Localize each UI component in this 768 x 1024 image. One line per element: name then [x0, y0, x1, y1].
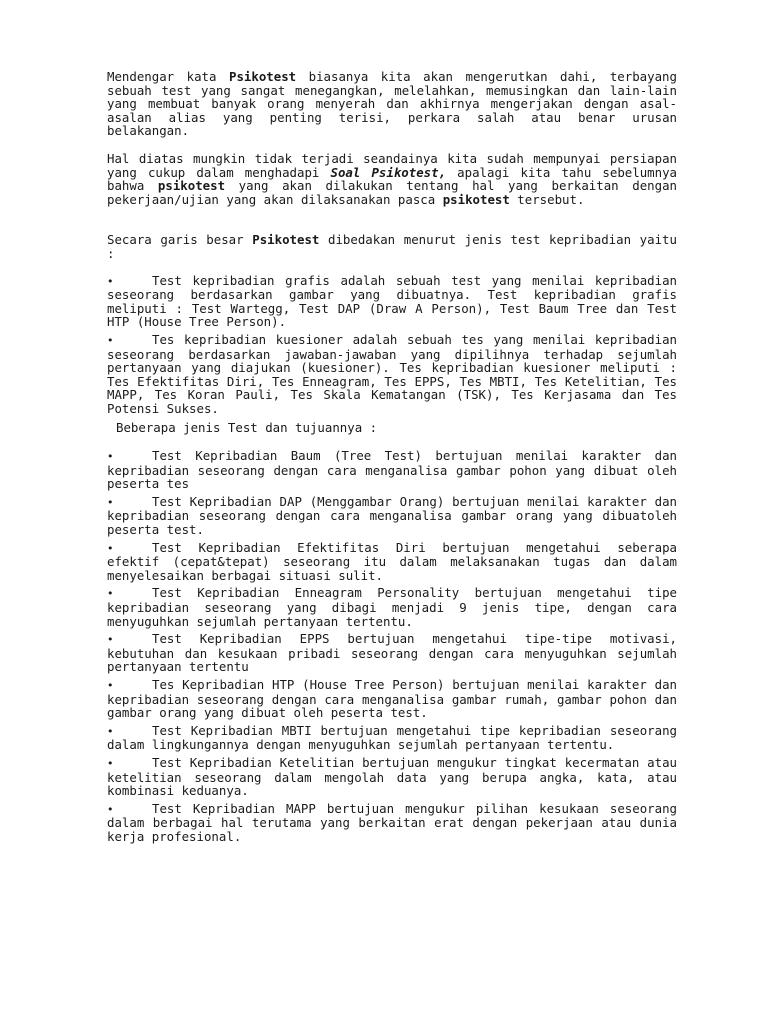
- bullet-icon: •: [107, 495, 114, 509]
- list-item: [107, 449, 677, 491]
- bullet-icon: •: [107, 541, 114, 555]
- bullet-icon: •: [107, 274, 114, 288]
- prep-bold-psikotest-1: psikotest: [157, 178, 226, 194]
- list-item-text: Test Kepribadian Ketelitian bertujuan mengukur tingkat kecermatan atau ketelitian seseorang dalam mengolah data yang berupa angka, kata, atau kombinasi keduanya.: [107, 754, 677, 799]
- types-intro-text-2: dibedakan menurut jenis test kepribadian yaitu :: [107, 232, 677, 261]
- list-item-text: Tes Kepribadian HTP (House Tree Person) bertujuan menilai karakter dan kepribadian seseorang dengan cara menganalisa gambar rumah, gambar pohon dan gambar orang yang dibuat oleh peserta test.: [107, 676, 677, 721]
- list-item-text: Test Kepribadian EPPS bertujuan mengetahui tipe-tipe motivasi, kebutuhan dan kesukaan pribadi seseorang dengan cara menyuguhkan sejumlah pertanyaan tertentu: [107, 631, 677, 675]
- list-item: [107, 274, 677, 329]
- test-types-list: [107, 274, 677, 416]
- types-intro-text-1: Secara garis besar: [107, 232, 253, 248]
- list-item-text: Test Kepribadian DAP (Menggambar Orang) bertujuan menilai karakter dan kepribadian seseorang dengan cara menganalisa gambar orang yang dibuatoleh peserta test.: [107, 493, 677, 538]
- list-item: [107, 541, 677, 583]
- intro-text-1: Mendengar kata: [107, 69, 229, 84]
- bullet-icon: •: [107, 678, 114, 692]
- bullet-icon: •: [107, 450, 114, 464]
- list-item-text: Test kepribadian grafis adalah sebuah test yang menilai kepribadian seseorang berdasarkan gambar yang dibuatnya. Test kepribadian grafis meliputi : Test Wartegg, Test DAP (Draw A Person), Test Baum Tree dan Test HTP (House Tree Person).: [107, 272, 677, 330]
- intro-bold-psikotest: Psikotest: [228, 69, 297, 84]
- bullet-icon: •: [107, 724, 114, 738]
- list-item-text: Test Kepribadian Efektifitas Diri bertujuan mengetahui seberapa efektif (cepat&tepat) seseorang itu dalam melaksanakan tugas dan dalam menyelesaikan berbagai situasi sulit.: [107, 539, 677, 583]
- list-item: [107, 678, 677, 720]
- list-item-text: Test Kepribadian Baum (Tree Test) bertujuan menilai karakter dan kepribadian seseorang dengan cara menganalisa gambar pohon yang dibuat oleh peserta tes: [107, 448, 677, 492]
- prep-text-2: apalagi kita tahu sebelumnya bahwa: [107, 164, 678, 194]
- preparation-paragraph: [107, 152, 677, 206]
- bullet-icon: •: [107, 633, 114, 647]
- intro-text-2: biasanya kita akan mengerutkan dahi, terbayang sebuah test yang sangat menegangkan, melelahkan, memusingkan dan lain-lain yang membuat banyak orang menyerah dan akhirnya mengerjakan dengan asal-asalan alias yang penting terisi, perkara salah atau benar urusan belakangan.: [107, 69, 677, 139]
- list-item: [107, 756, 677, 798]
- prep-text-1: Hal diatas mungkin tidak terjadi seandainya kita sudah mempunyai persiapan yang cukup dalam menghadapi: [107, 150, 677, 180]
- prep-bold-psikotest-2: psikotest: [442, 191, 510, 207]
- list-item: [107, 632, 677, 674]
- list-item: [107, 724, 677, 752]
- list-item-text: Test Kepribadian Enneagram Personality bertujuan mengetahui tipe kepribadian seseorang yang dibagi menjadi 9 jenis tipe, dengan cara menyuguhkan sejumlah pertanyaan tertentu.: [107, 585, 677, 629]
- bullet-icon: •: [107, 756, 114, 770]
- document-page: [107, 70, 677, 848]
- types-intro-paragraph: [107, 233, 677, 260]
- test-purposes-list: [107, 449, 677, 843]
- list-item: [107, 586, 677, 628]
- subheading: Beberapa jenis Test dan tujuannya :: [116, 420, 378, 436]
- list-item: [107, 802, 677, 844]
- list-item: [107, 495, 677, 537]
- prep-bold-soal-psikotest: Soal Psikotest,: [330, 164, 447, 180]
- list-item: [107, 333, 677, 416]
- bullet-icon: •: [107, 587, 114, 601]
- list-item-text: Tes kepribadian kuesioner adalah sebuah tes yang menilai kepribadian seseorang berdasarkan jawaban-jawaban yang dipilihnya terhadap sejumlah pertanyaan yang diajukan (kuesioner). Tes kepribadian kuesioner meliputi : Tes Efektifitas Diri, Tes Enneagram, Tes EPPS, Tes MBTI, Tes Ketelitian, Tes MAPP, Tes Koran Pauli, Tes Skala Kematangan (TSK), Tes Kerjasama dan Tes Potensi Sukses.: [107, 331, 677, 416]
- list-item-text: Test Kepribadian MBTI bertujuan mengetahui tipe kepribadian seseorang dalam lingkungannya dengan menyuguhkan sejumlah pertanyaan tertentu.: [107, 722, 677, 753]
- prep-text-3: yang akan dilakukan tentang hal yang berkaitan dengan pekerjaan/ujian yang akan dilaksanakan pasca: [107, 178, 677, 207]
- intro-paragraph: [107, 70, 677, 138]
- types-intro-bold-psikotest: Psikotest: [252, 232, 320, 248]
- bullet-icon: •: [107, 802, 114, 816]
- prep-text-4: tersebut.: [509, 191, 585, 207]
- list-item-text: Test Kepribadian MAPP bertujuan mengukur pilihan kesukaan seseorang dalam berbagai hal terutama yang berkaitan erat dengan pekerjaan atau dunia kerja profesional.: [107, 800, 677, 844]
- bullet-icon: •: [107, 333, 114, 347]
